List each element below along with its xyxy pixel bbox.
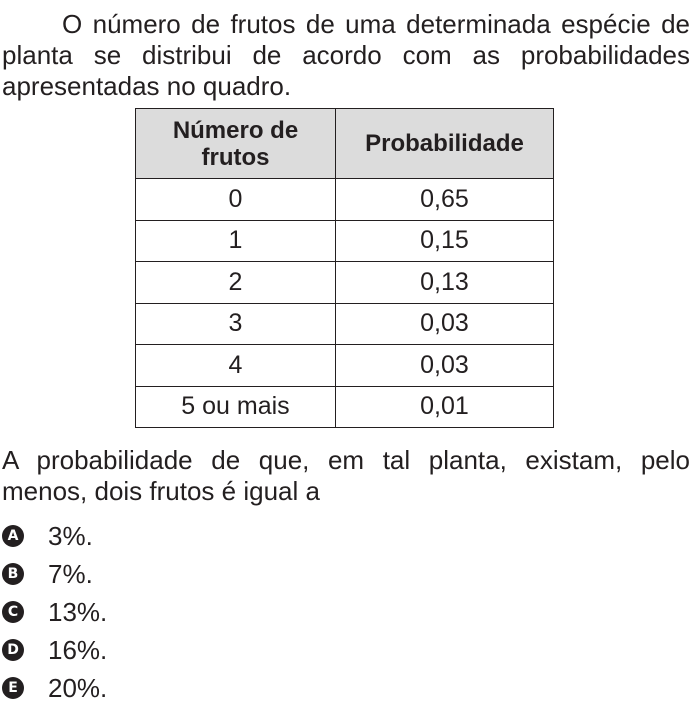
option-text: 16%. [48, 634, 108, 665]
table-row [136, 303, 554, 345]
probability-cell: 0,01 [336, 386, 554, 428]
option-text: 7%. [48, 558, 93, 589]
intro-paragraph: O número de frutos de uma determinada espécie de planta se distribui de acordo com as probabilidades apresentadas no quadro. [2, 9, 690, 101]
fruit-count-cell: 2 [136, 262, 336, 304]
probability-cell: 0,15 [336, 220, 554, 262]
table-row [136, 179, 554, 221]
probability-cell: 0,13 [336, 262, 554, 304]
option-b[interactable] [0, 559, 93, 589]
fruit-count-cell: 5 ou mais [136, 386, 336, 428]
fruit-count-cell: 3 [136, 303, 336, 345]
table-header-row [136, 109, 554, 179]
probability-table [135, 108, 554, 428]
option-text: 20%. [48, 672, 108, 703]
table-row [136, 386, 554, 428]
fruit-count-cell: 4 [136, 345, 336, 387]
option-letter-badge: B [2, 563, 24, 585]
probability-cell: 0,03 [336, 345, 554, 387]
header-fruit-count-line1: Número de [172, 116, 299, 144]
option-d[interactable] [0, 635, 107, 665]
option-letter-badge: D [2, 639, 24, 661]
option-a[interactable] [0, 521, 93, 551]
option-text: 3%. [48, 520, 93, 551]
option-letter-badge: A [2, 525, 24, 547]
probability-cell: 0,03 [336, 303, 554, 345]
option-letter-badge: E [2, 677, 24, 699]
option-e[interactable] [0, 673, 107, 703]
option-c[interactable] [0, 597, 107, 627]
header-probability: Probabilidade [336, 109, 554, 179]
probability-cell: 0,65 [336, 179, 554, 221]
option-text: 13%. [48, 596, 108, 627]
header-fruit-count-line2: frutos [201, 143, 270, 171]
table-row [136, 220, 554, 262]
table-row [136, 345, 554, 387]
fruit-count-cell: 0 [136, 179, 336, 221]
table-row [136, 262, 554, 304]
option-letter-badge: C [2, 601, 24, 623]
question-paragraph: A probabilidade de que, em tal planta, existam, pelo menos, dois frutos é igual a [2, 445, 690, 506]
header-fruit-count [136, 109, 336, 179]
fruit-count-cell: 1 [136, 220, 336, 262]
